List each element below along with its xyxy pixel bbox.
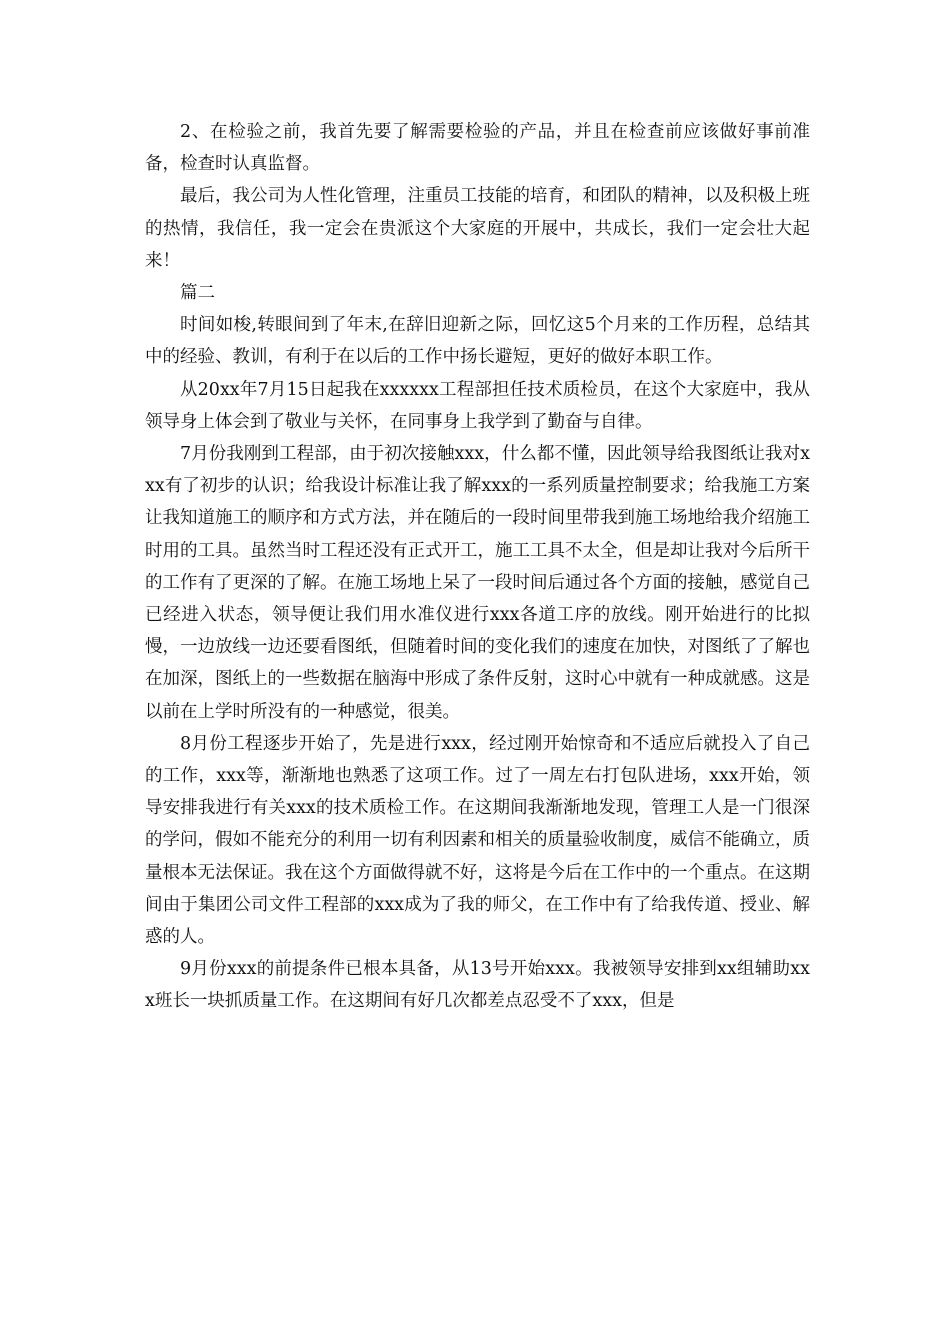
paragraph-intro: 时间如梭,转眼间到了年末,在辞旧迎新之际，回忆这5个月来的工作历程，总结其中的经验、教训，有利于在以后的工作中扬长避短，更好的做好本职工作。 xyxy=(145,315,810,368)
paragraph-start-date: 从20xx年7月15日起我在xxxxxx工程部担任技术质检员，在这个大家庭中，我从领导身上体会到了敬业与关怀，在同事身上我学到了勤奋与自律。 xyxy=(145,379,810,432)
paragraph-september: 9月份xxx的前提条件已根本具备，从13号开始xxx。我被领导安排到xx组辅助xxx班长一块抓质量工作。在这期间有好几次都差点忍受不了xxx，但是 xyxy=(145,959,810,1012)
paragraph-july: 7月份我刚到工程部，由于初次接触xxx，什么都不懂，因此领导给我图纸让我对xxx有了初步的认识；给我设计标准让我了解xxx的一系列质量控制要求；给我施工方案让我知道施工的顺序和方式方法，并在随后的一段时间里带我到施工场地给我介绍施工时用的工具。虽然当时工程还没有正式开工，施工工具不太全，但是却让我对今后所干的工作有了更深的了解。在施工场地上呆了一段时间后通过各个方面的接触，感觉自己已经进入状态，领导便让我们用水准仪进行xxx各道工序的放线。刚开始进行的比拟慢，一边放线一边还要看图纸，但随着时间的变化我们的速度在加快，对图纸了了解也在加深，图纸上的一些数据在脑海中形成了条件反射，这时心中就有一种成就感。这是以前在上学时所没有的一种感觉，很美。 xyxy=(145,444,810,722)
paragraph-august: 8月份工程逐步开始了，先是进行xxx，经过刚开始惊奇和不适应后就投入了自己的工作，xxx等，渐渐地也熟悉了这项工作。过了一周左右打包队进场，xxx开始，领导安排我进行有关xxx的技术质检工作。在这期间我渐渐地发现，管理工人是一门很深的学问，假如不能充分的利用一切有利因素和相关的质量验收制度，威信不能确立，质量根本无法保证。我在这个方面做得就不好，这将是今后在工作中的一个重点。在这期间由于集团公司文件工程部的xxx成为了我的师父，在工作中有了给我传道、授业、解惑的人。 xyxy=(145,733,810,948)
paragraph-inspection-prep: 2、在检验之前，我首先要了解需要检验的产品，并且在检查前应该做好事前准备，检查时认真监督。 xyxy=(145,122,810,175)
document-body xyxy=(145,116,810,1018)
section-heading: 篇二 xyxy=(180,283,215,304)
paragraph-closing: 最后，我公司为人性化管理，注重员工技能的培育，和团队的精神，以及积极上班的热情，我信任，我一定会在贵派这个大家庭的开展中，共成长，我们一定会壮大起来！ xyxy=(145,186,810,271)
